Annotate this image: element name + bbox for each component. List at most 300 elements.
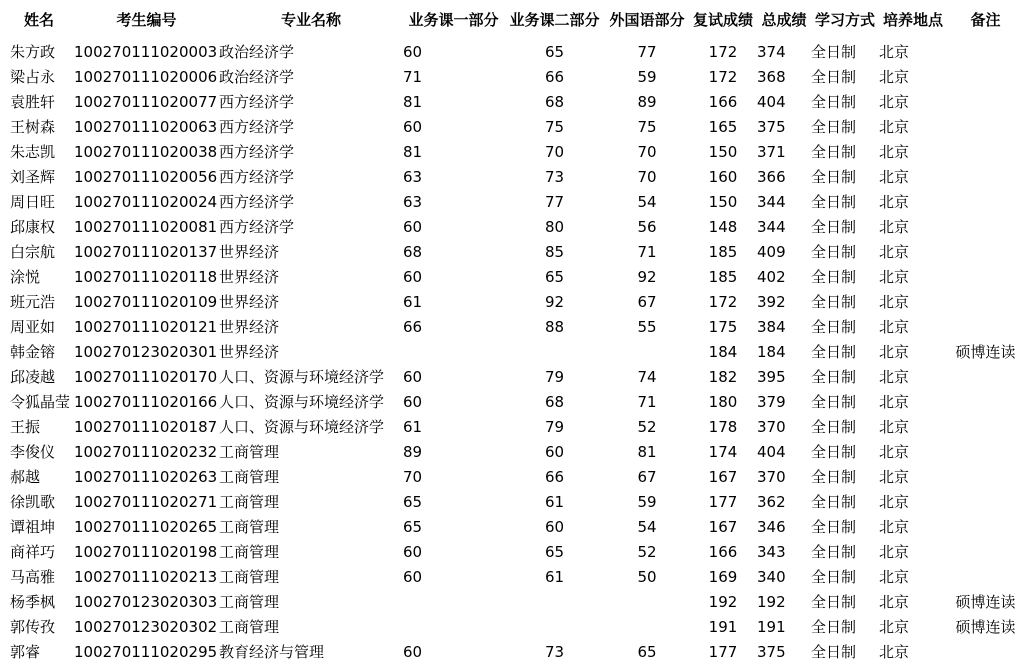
header-location: 培养地点: [882, 11, 943, 29]
cell-name: 袁胜轩: [10, 93, 56, 111]
header-course2: 业务课二部分: [509, 11, 600, 29]
cell-name: 白宗航: [10, 243, 56, 261]
table-row: [4, 190, 1024, 215]
cell-total-score: 375: [757, 118, 786, 136]
cell-course1: 68: [403, 243, 423, 261]
cell-total-score: 368: [757, 68, 786, 86]
cell-course2: 75: [544, 118, 565, 136]
cell-study-mode: 全日制: [811, 568, 857, 586]
cell-course1: 81: [403, 143, 423, 161]
cell-total-score: 371: [757, 143, 786, 161]
cell-name: 朱方政: [10, 43, 56, 61]
cell-study-mode: 全日制: [811, 618, 857, 636]
cell-major: 政治经济学: [219, 68, 295, 86]
table-row: [4, 240, 1024, 265]
cell-course2: 88: [544, 318, 565, 336]
cell-total-score: 366: [757, 168, 786, 186]
cell-major: 教育经济与管理: [219, 643, 325, 661]
cell-study-mode: 全日制: [811, 418, 857, 436]
cell-major: 世界经济: [219, 268, 280, 286]
cell-remarks: [947, 65, 1024, 90]
cell-name: 梁占永: [10, 68, 56, 86]
cell-major: 工商管理: [219, 468, 280, 486]
cell-study-mode: 全日制: [811, 143, 857, 161]
cell-major: 工商管理: [219, 518, 280, 536]
cell-course2: 80: [544, 218, 565, 236]
table-row: [4, 615, 1024, 640]
header-retest-score: 复试成绩: [692, 11, 753, 29]
cell-remarks: [947, 640, 1024, 665]
cell-retest-score: 185: [708, 243, 738, 261]
cell-foreign-language: 59: [637, 493, 657, 511]
cell-location: 北京: [879, 368, 910, 386]
cell-retest-score: 172: [708, 68, 738, 86]
cell-remarks: [947, 90, 1024, 115]
cell-study-mode: 全日制: [811, 543, 857, 561]
cell-name: 班元浩: [10, 293, 56, 311]
cell-course1: 60: [403, 568, 423, 586]
cell-major: 西方经济学: [219, 118, 295, 136]
cell-exam-id: 100270111020198: [74, 543, 218, 561]
cell-total-score: 340: [757, 568, 786, 586]
cell-location: 北京: [879, 68, 910, 86]
table-row: [4, 315, 1024, 340]
header-study-mode: 学习方式: [814, 11, 875, 29]
cell-course1: 61: [403, 418, 423, 436]
cell-study-mode: 全日制: [811, 643, 857, 661]
cell-retest-score: 167: [708, 468, 738, 486]
cell-major: 工商管理: [219, 543, 280, 561]
cell-study-mode: 全日制: [811, 93, 857, 111]
cell-exam-id: 100270111020213: [74, 568, 218, 586]
cell-location: 北京: [879, 393, 910, 411]
cell-location: 北京: [879, 268, 910, 286]
cell-remarks: 硕博连读: [955, 593, 1016, 611]
cell-name: 谭祖坤: [10, 518, 56, 536]
cell-course2: [504, 340, 605, 365]
cell-course2: 68: [544, 93, 565, 111]
table-row: [4, 390, 1024, 415]
cell-course2: 61: [544, 493, 565, 511]
cell-foreign-language: 50: [637, 568, 657, 586]
cell-total-score: 404: [757, 443, 786, 461]
table-row: [4, 590, 1024, 615]
cell-total-score: 409: [757, 243, 786, 261]
cell-exam-id: 100270111020118: [74, 268, 218, 286]
header-exam-id: 考生编号: [116, 11, 177, 29]
cell-location: 北京: [879, 193, 910, 211]
cell-study-mode: 全日制: [811, 268, 857, 286]
cell-study-mode: 全日制: [811, 593, 857, 611]
cell-study-mode: 全日制: [811, 393, 857, 411]
cell-foreign-language: 56: [637, 218, 657, 236]
cell-retest-score: 150: [708, 143, 738, 161]
cell-total-score: 384: [757, 318, 786, 336]
cell-major: 世界经济: [219, 293, 280, 311]
table-row: [4, 340, 1024, 365]
cell-remarks: [947, 40, 1024, 65]
cell-course2: 66: [544, 468, 565, 486]
cell-retest-score: 172: [708, 43, 738, 61]
cell-major: 人口、资源与环境经济学: [219, 393, 385, 411]
cell-course2: 77: [544, 193, 565, 211]
cell-name: 朱志凯: [10, 143, 56, 161]
header-remarks: 备注: [970, 11, 1001, 29]
cell-name: 王树森: [10, 118, 56, 136]
cell-study-mode: 全日制: [811, 468, 857, 486]
cell-exam-id: 100270111020077: [74, 93, 218, 111]
cell-course2: [504, 590, 605, 615]
cell-location: 北京: [879, 618, 910, 636]
table-row: [4, 65, 1024, 90]
cell-study-mode: 全日制: [811, 293, 857, 311]
table-row: [4, 440, 1024, 465]
cell-major: 工商管理: [219, 593, 280, 611]
cell-retest-score: 177: [708, 643, 738, 661]
cell-remarks: [947, 415, 1024, 440]
cell-foreign-language: 77: [637, 43, 657, 61]
cell-study-mode: 全日制: [811, 68, 857, 86]
cell-exam-id: 100270111020056: [74, 168, 218, 186]
cell-name: 周亚如: [10, 318, 56, 336]
cell-major: 西方经济学: [219, 218, 295, 236]
cell-foreign-language: 71: [637, 393, 657, 411]
cell-major: 西方经济学: [219, 168, 295, 186]
cell-remarks: [947, 290, 1024, 315]
cell-retest-score: 148: [708, 218, 738, 236]
cell-exam-id: 100270111020166: [74, 393, 218, 411]
table-row: [4, 115, 1024, 140]
cell-location: 北京: [879, 293, 910, 311]
cell-major: 西方经济学: [219, 143, 295, 161]
cell-remarks: [947, 265, 1024, 290]
cell-retest-score: 185: [708, 268, 738, 286]
cell-course1: [403, 590, 504, 615]
cell-remarks: [947, 190, 1024, 215]
cell-foreign-language: 65: [637, 643, 657, 661]
cell-study-mode: 全日制: [811, 443, 857, 461]
cell-total-score: 191: [757, 618, 786, 636]
cell-major: 工商管理: [219, 568, 280, 586]
cell-exam-id: 100270111020263: [74, 468, 218, 486]
cell-name: 涂悦: [10, 268, 41, 286]
cell-foreign-language: [605, 340, 689, 365]
table-row: [4, 490, 1024, 515]
cell-retest-score: 166: [708, 543, 738, 561]
cell-course2: 61: [544, 568, 565, 586]
cell-location: 北京: [879, 568, 910, 586]
cell-major: 政治经济学: [219, 43, 295, 61]
cell-major: 西方经济学: [219, 193, 295, 211]
header-course1: 业务课一部分: [408, 11, 499, 29]
cell-foreign-language: [605, 590, 689, 615]
cell-location: 北京: [879, 93, 910, 111]
cell-remarks: [947, 315, 1024, 340]
cell-location: 北京: [879, 518, 910, 536]
cell-remarks: [947, 440, 1024, 465]
cell-exam-id: 100270123020301: [74, 343, 218, 361]
cell-location: 北京: [879, 493, 910, 511]
table-row: [4, 290, 1024, 315]
cell-exam-id: 100270111020265: [74, 518, 218, 536]
cell-study-mode: 全日制: [811, 368, 857, 386]
cell-exam-id: 100270123020302: [74, 618, 218, 636]
cell-total-score: 344: [757, 193, 786, 211]
cell-total-score: 370: [757, 468, 786, 486]
cell-retest-score: 167: [708, 518, 738, 536]
cell-foreign-language: 52: [637, 418, 657, 436]
cell-total-score: 370: [757, 418, 786, 436]
cell-location: 北京: [879, 593, 910, 611]
cell-exam-id: 100270111020003: [74, 43, 218, 61]
cell-name: 令狐晶莹: [10, 393, 71, 411]
cell-name: 韩金镕: [10, 343, 56, 361]
cell-retest-score: 184: [708, 343, 738, 361]
table-row: [4, 565, 1024, 590]
cell-name: 商祥巧: [10, 543, 56, 561]
table-row: [4, 90, 1024, 115]
cell-course2: 92: [544, 293, 565, 311]
cell-total-score: 404: [757, 93, 786, 111]
cell-study-mode: 全日制: [811, 343, 857, 361]
cell-total-score: 184: [757, 343, 786, 361]
table-row: [4, 640, 1024, 665]
cell-remarks: [947, 140, 1024, 165]
cell-foreign-language: 89: [637, 93, 657, 111]
cell-name: 郭睿: [10, 643, 41, 661]
cell-total-score: 344: [757, 218, 786, 236]
cell-course1: 60: [403, 218, 423, 236]
cell-foreign-language: [605, 615, 689, 640]
cell-total-score: 392: [757, 293, 786, 311]
cell-course2: [504, 615, 605, 640]
cell-location: 北京: [879, 143, 910, 161]
cell-name: 李俊仪: [10, 443, 56, 461]
cell-major: 世界经济: [219, 343, 280, 361]
cell-exam-id: 100270111020109: [74, 293, 218, 311]
cell-foreign-language: 54: [637, 518, 657, 536]
cell-course1: 66: [403, 318, 423, 336]
cell-retest-score: 191: [708, 618, 738, 636]
cell-retest-score: 150: [708, 193, 738, 211]
score-table: [4, 0, 1024, 665]
cell-location: 北京: [879, 43, 910, 61]
cell-location: 北京: [879, 343, 910, 361]
cell-foreign-language: 75: [637, 118, 657, 136]
cell-course1: 60: [403, 118, 423, 136]
header-name: 姓名: [23, 11, 54, 29]
cell-study-mode: 全日制: [811, 243, 857, 261]
cell-name: 杨季枫: [10, 593, 56, 611]
cell-total-score: 362: [757, 493, 786, 511]
cell-course1: 60: [403, 393, 423, 411]
cell-remarks: [947, 240, 1024, 265]
cell-major: 人口、资源与环境经济学: [219, 418, 385, 436]
cell-course2: 65: [544, 543, 565, 561]
cell-course2: 68: [544, 393, 565, 411]
cell-foreign-language: 67: [637, 468, 657, 486]
header-row: [4, 0, 1024, 40]
table-row: [4, 165, 1024, 190]
cell-study-mode: 全日制: [811, 318, 857, 336]
cell-remarks: 硕博连读: [955, 343, 1016, 361]
cell-retest-score: 169: [708, 568, 738, 586]
cell-major: 工商管理: [219, 618, 280, 636]
cell-course1: 89: [403, 443, 423, 461]
table-row: [4, 415, 1024, 440]
cell-location: 北京: [879, 543, 910, 561]
cell-course1: 60: [403, 43, 423, 61]
cell-foreign-language: 54: [637, 193, 657, 211]
cell-name: 邱凌越: [10, 368, 56, 386]
cell-remarks: [947, 565, 1024, 590]
table-row: [4, 515, 1024, 540]
cell-retest-score: 175: [708, 318, 738, 336]
cell-major: 人口、资源与环境经济学: [219, 368, 385, 386]
cell-study-mode: 全日制: [811, 218, 857, 236]
cell-course1: 65: [403, 493, 423, 511]
cell-total-score: 374: [757, 43, 786, 61]
header-total-score: 总成绩: [761, 11, 807, 29]
cell-course2: 66: [544, 68, 565, 86]
cell-course2: 65: [544, 268, 565, 286]
cell-foreign-language: 59: [637, 68, 657, 86]
cell-remarks: [947, 540, 1024, 565]
cell-course1: 71: [403, 68, 423, 86]
cell-exam-id: 100270111020137: [74, 243, 218, 261]
cell-retest-score: 165: [708, 118, 738, 136]
cell-exam-id: 100270111020295: [74, 643, 218, 661]
cell-name: 王振: [10, 418, 41, 436]
cell-major: 工商管理: [219, 493, 280, 511]
cell-location: 北京: [879, 243, 910, 261]
cell-remarks: [947, 465, 1024, 490]
cell-major: 世界经济: [219, 318, 280, 336]
cell-foreign-language: 70: [637, 143, 657, 161]
cell-course2: 70: [544, 143, 565, 161]
table-row: [4, 540, 1024, 565]
table-row: [4, 40, 1024, 65]
cell-location: 北京: [879, 318, 910, 336]
cell-exam-id: 100270111020121: [74, 318, 218, 336]
cell-retest-score: 182: [708, 368, 738, 386]
cell-study-mode: 全日制: [811, 168, 857, 186]
cell-course2: 79: [544, 368, 565, 386]
cell-course2: 73: [544, 168, 565, 186]
table-row: [4, 215, 1024, 240]
cell-total-score: 343: [757, 543, 786, 561]
cell-course2: 65: [544, 43, 565, 61]
cell-course1: [403, 340, 504, 365]
cell-retest-score: 172: [708, 293, 738, 311]
cell-major: 世界经济: [219, 243, 280, 261]
cell-study-mode: 全日制: [811, 518, 857, 536]
cell-course1: [403, 615, 504, 640]
cell-exam-id: 100270111020232: [74, 443, 218, 461]
cell-exam-id: 100270111020038: [74, 143, 218, 161]
cell-retest-score: 166: [708, 93, 738, 111]
cell-location: 北京: [879, 118, 910, 136]
cell-name: 郭传孜: [10, 618, 56, 636]
cell-total-score: 375: [757, 643, 786, 661]
cell-course1: 60: [403, 543, 423, 561]
cell-remarks: [947, 390, 1024, 415]
cell-study-mode: 全日制: [811, 43, 857, 61]
cell-study-mode: 全日制: [811, 193, 857, 211]
cell-location: 北京: [879, 418, 910, 436]
cell-foreign-language: 70: [637, 168, 657, 186]
cell-retest-score: 178: [708, 418, 738, 436]
cell-course1: 60: [403, 643, 423, 661]
cell-name: 郝越: [10, 468, 41, 486]
cell-remarks: [947, 115, 1024, 140]
cell-foreign-language: 67: [637, 293, 657, 311]
cell-exam-id: 100270111020081: [74, 218, 218, 236]
cell-foreign-language: 81: [637, 443, 657, 461]
cell-name: 邱康权: [10, 218, 56, 236]
cell-location: 北京: [879, 443, 910, 461]
cell-course2: 60: [544, 518, 565, 536]
cell-location: 北京: [879, 643, 910, 661]
cell-course1: 63: [403, 168, 423, 186]
header-major: 专业名称: [280, 11, 341, 29]
cell-name: 徐凯歌: [10, 493, 56, 511]
cell-course1: 65: [403, 518, 423, 536]
table-row: [4, 140, 1024, 165]
cell-remarks: [947, 490, 1024, 515]
cell-name: 刘圣辉: [10, 168, 56, 186]
cell-remarks: [947, 215, 1024, 240]
cell-exam-id: 100270123020303: [74, 593, 218, 611]
cell-exam-id: 100270111020271: [74, 493, 218, 511]
cell-remarks: [947, 165, 1024, 190]
cell-study-mode: 全日制: [811, 493, 857, 511]
cell-total-score: 346: [757, 518, 786, 536]
cell-exam-id: 100270111020024: [74, 193, 218, 211]
cell-study-mode: 全日制: [811, 118, 857, 136]
cell-retest-score: 177: [708, 493, 738, 511]
cell-exam-id: 100270111020006: [74, 68, 218, 86]
table-row: [4, 465, 1024, 490]
cell-course1: 61: [403, 293, 423, 311]
cell-course1: 81: [403, 93, 423, 111]
cell-foreign-language: 74: [637, 368, 657, 386]
cell-retest-score: 174: [708, 443, 738, 461]
cell-total-score: 402: [757, 268, 786, 286]
cell-total-score: 379: [757, 393, 786, 411]
cell-remarks: 硕博连读: [955, 618, 1016, 636]
cell-major: 西方经济学: [219, 93, 295, 111]
cell-name: 马高雅: [10, 568, 56, 586]
cell-total-score: 192: [757, 593, 786, 611]
cell-course1: 60: [403, 268, 423, 286]
cell-course2: 85: [544, 243, 565, 261]
cell-course2: 73: [544, 643, 565, 661]
cell-course2: 60: [544, 443, 565, 461]
table-body: [4, 40, 1024, 665]
cell-foreign-language: 55: [637, 318, 657, 336]
cell-retest-score: 180: [708, 393, 738, 411]
cell-exam-id: 100270111020187: [74, 418, 218, 436]
cell-remarks: [947, 365, 1024, 390]
cell-name: 周日旺: [10, 193, 56, 211]
cell-course1: 70: [403, 468, 423, 486]
cell-course1: 63: [403, 193, 423, 211]
cell-location: 北京: [879, 218, 910, 236]
cell-location: 北京: [879, 168, 910, 186]
header-foreign-language: 外国语部分: [609, 11, 685, 29]
cell-exam-id: 100270111020063: [74, 118, 218, 136]
